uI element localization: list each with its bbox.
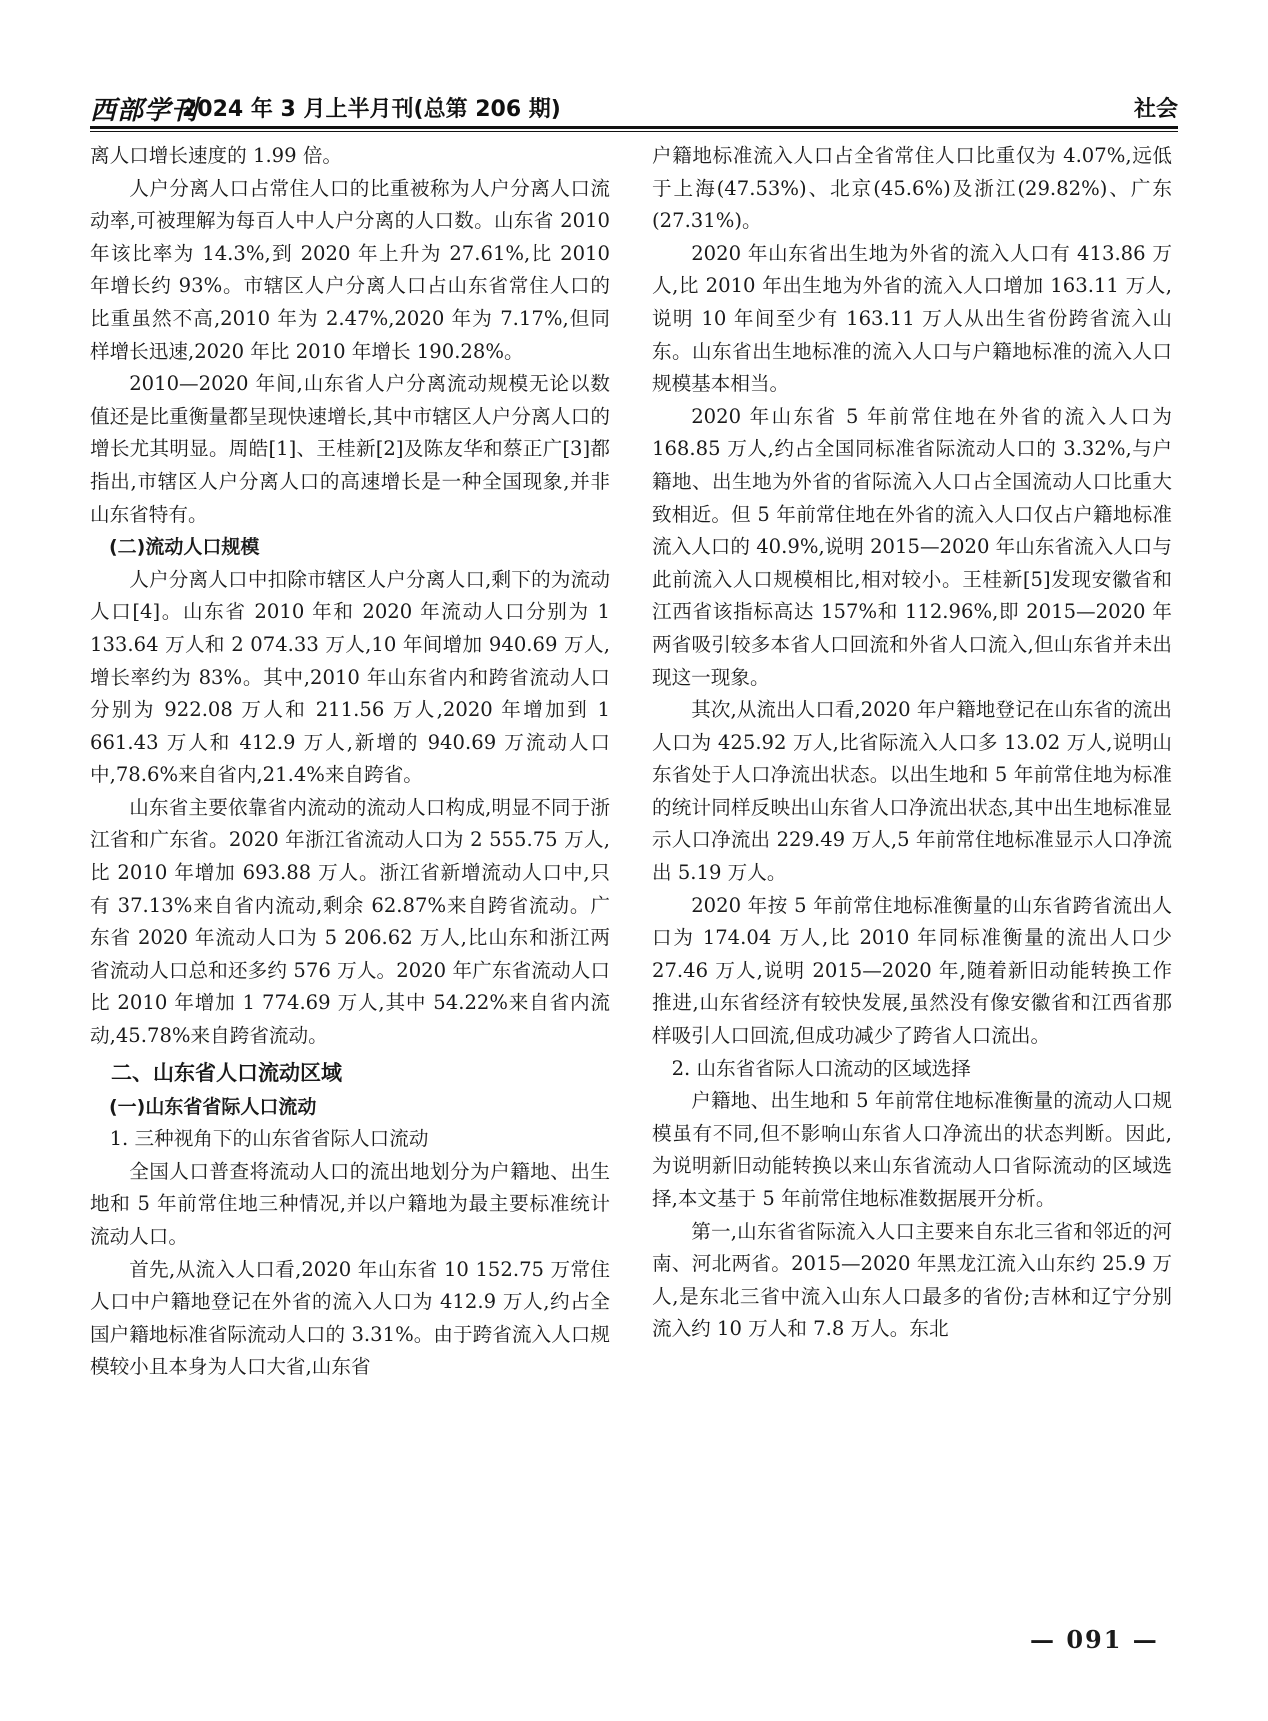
- body-paragraph: 首先,从流入人口看,2020 年山东省 10 152.75 万常住人口中户籍地登记在外省的流入人口为 412.9 万人,约占全国户籍地标准省际流动人口的 3.31%。由于跨省流入人口规模较小且本身为人口大省,山东省: [90, 1257, 610, 1379]
- section-name: 社会: [1133, 97, 1178, 122]
- page-header: [90, 86, 1178, 126]
- body-paragraph: 2020 年山东省 5 年前常住地在外省的流入人口为 168.85 万人,约占全国同标准省际流动人口的 3.32%,与户籍地、出生地为外省的省际流入人口占全国流动人口比重大致相近。但 5 年前常住地在外省的流入人口仅占户籍地标准流入人口的 40.9%,说明 2015—2020 年山东省流入人口与此前流入人口规模相比,相对较小。王桂新[5]发现安徽省和江西省该指标高达 157%和 112.96%,即 2015—2020 年两省吸引较多本省人口回流和外省人口流入,但山东省并未出现这一现象。: [652, 404, 1172, 689]
- subsection-heading: (二)流动人口规模: [109, 536, 260, 559]
- header-rule-thick: [90, 126, 1178, 129]
- journal-logo: 西部学刊: [90, 96, 199, 126]
- section-heading: 二、山东省人口流动区域: [111, 1060, 342, 1085]
- body-paragraph: 人户分离人口中扣除市辖区人户分离人口,剩下的为流动人口[4]。山东省 2010 年和 2020 年流动人口分别为 1 133.64 万人和 2 074.33 万人,10 年间增加 940.69 万人,增长率约为 83%。其中,2010 年山东省内和跨省流动人口分别为 922.08 万人和 211.56 万人,2020 年增加到 1 661.43 万人和 412.9 万人,新增的 940.69 万流动人口中,78.6%来自省内,21.4%来自跨省。: [90, 567, 610, 787]
- body-paragraph: 人户分离人口占常住人口的比重被称为人户分离人口流动率,可被理解为每百人中人户分离的人口数。山东省 2010 年该比率为 14.3%,到 2020 年上升为 27.61%,比 2010 年增长约 93%。市辖区人户分离人口占山东省常住人口的比重虽然不高,2010 年为 2.47%,2020 年为 7.17%,但同样增长迅速,2020 年比 2010 年增长 190.28%。: [90, 176, 610, 363]
- page-number: — 091 —: [1030, 1625, 1159, 1654]
- body-paragraph: 2010—2020 年间,山东省人户分离流动规模无论以数值还是比重衡量都呈现快速增长,其中市辖区人户分离人口的增长尤其明显。周皓[1]、王桂新[2]及陈友华和蔡正广[3]都指出,市辖区人户分离人口的高速增长是一种全国现象,并非山东省特有。: [90, 372, 610, 526]
- body-paragraph: 户籍地、出生地和 5 年前常住地标准衡量的流动人口规模虽有不同,但不影响山东省人口净流出的状态判断。因此,为说明新旧动能转换以来山东省流动人口省际流动的区域选择,本文基于 5 年前常住地标准数据展开分析。: [652, 1089, 1172, 1210]
- issue-info: 2024 年 3 月上半月刊(总第 206 期): [182, 97, 561, 122]
- numbered-subheading: 2. 山东省省际人口流动的区域选择: [671, 1056, 971, 1080]
- body-paragraph: 户籍地标准流入人口占全省常住人口比重仅为 4.07%,远低于上海(47.53%)、北京(45.6%)及浙江(29.82%)、广东(27.31%)。: [652, 144, 1172, 233]
- body-paragraph: 全国人口普查将流动人口的流出地划分为户籍地、出生地和 5 年前常住地三种情况,并以户籍地为最主要标准统计流动人口。: [90, 1159, 610, 1248]
- body-paragraph: 山东省主要依靠省内流动的流动人口构成,明显不同于浙江省和广东省。2020 年浙江省流动人口为 2 555.75 万人,比 2010 年增加 693.88 万人。浙江省新增流动人口中,只有 37.13%来自省内流动,剩余 62.87%来自跨省流动。广东省 2020 年流动人口为 5 206.62 万人,比山东和浙江两省流动人口总和还多约 576 万人。2020 年广东省流动人口比 2010 年增加 1 774.69 万人,其中 54.22%来自省内流动,45.78%来自跨省流动。: [90, 795, 610, 1048]
- body-paragraph: 第一,山东省省际流入人口主要来自东北三省和邻近的河南、河北两省。2015—2020 年黑龙江流入山东约 25.9 万人,是东北三省中流入山东人口最多的省份;吉林和辽宁分别流入约 10 万人和 7.8 万人。东北: [652, 1219, 1172, 1341]
- header-rule-thin: [90, 131, 1178, 132]
- body-paragraph: 其次,从流出人口看,2020 年户籍地登记在山东省的流出人口为 425.92 万人,比省际流入人口多 13.02 万人,说明山东省处于人口净流出状态。以出生地和 5 年前常住地为标准的统计同样反映出山东省人口净流出状态,其中出生地标准显示人口净流出 229.49 万人,5 年前常住地标准显示人口净流出 5.19 万人。: [652, 698, 1172, 885]
- body-paragraph: 2020 年按 5 年前常住地标准衡量的山东省跨省流出人口为 174.04 万人,比 2010 年同标准衡量的流出人口少 27.46 万人,说明 2015—2020 年,随着新旧动能转换工作推进,山东省经济有较快发展,虽然没有像安徽省和江西省那样吸引人口回流,但成功减少了跨省人口流出。: [652, 893, 1172, 1048]
- left-column: [90, 140, 610, 1384]
- body-paragraph: 2020 年山东省出生地为外省的流入人口有 413.86 万人,比 2010 年出生地为外省的流入人口增加 163.11 万人,说明 10 年间至少有 163.11 万人从出生省份跨省流入山东。山东省出生地标准的流入人口与户籍地标准的流入人口规模基本相当。: [652, 241, 1172, 396]
- numbered-subheading: 1. 三种视角下的山东省省际人口流动: [109, 1127, 429, 1151]
- body-paragraph: 离人口增长速度的 1.99 倍。: [90, 144, 343, 167]
- subsection-heading: (一)山东省省际人口流动: [109, 1095, 317, 1118]
- right-column: [652, 140, 1172, 1346]
